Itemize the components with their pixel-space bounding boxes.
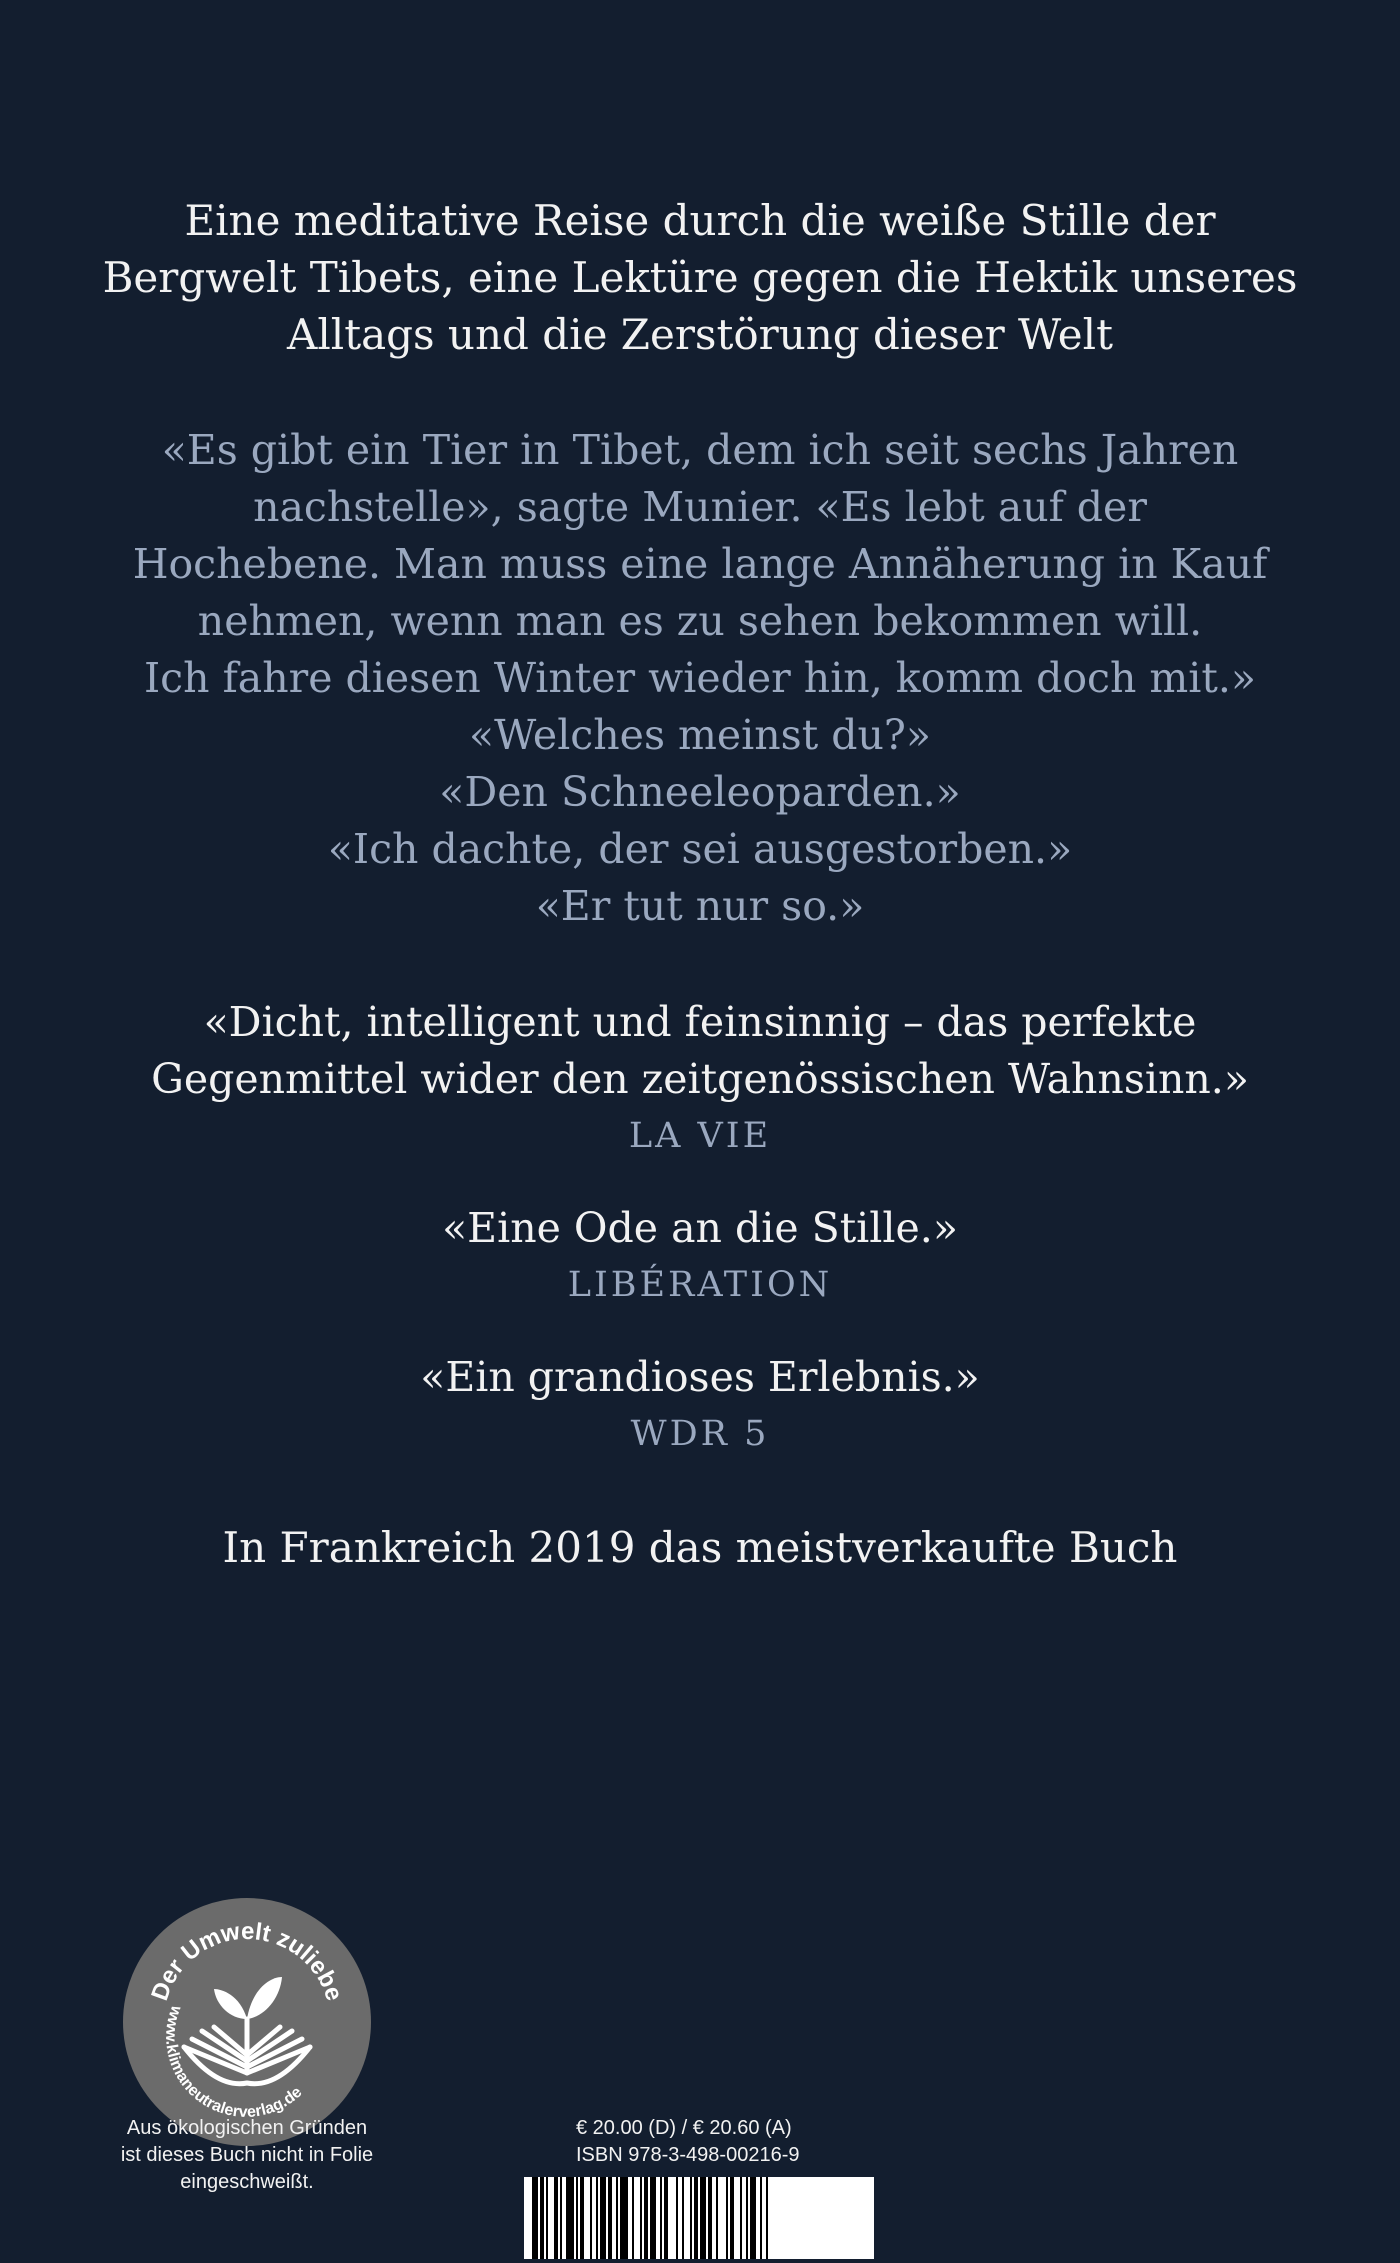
excerpt-line: «Den Schneeleoparden.» [439,768,961,816]
excerpt-line: «Welches meinst du?» [469,711,931,759]
excerpt-line: Ich fahre diesen Winter wieder hin, komm doch mit.» [143,654,1257,702]
barcode-bar [760,2177,762,2259]
barcode-bar [664,2177,668,2259]
seal-arc-side-text: www.klimaneutralerverlag.de [162,2003,306,2121]
barcode-bar [566,2177,574,2259]
barcode-bar [700,2177,706,2259]
barcode-bar [682,2177,684,2259]
barcode-bar [616,2177,618,2259]
barcode-bar [632,2177,634,2259]
tagline-line: Eine meditative Reise durch die weiße Stille der [184,196,1216,245]
barcode-bar [726,2177,728,2259]
barcode-bar [716,2177,718,2259]
review-source: LIBÉRATION [567,1265,833,1305]
barcode-bar [750,2177,756,2259]
isbn: ISBN 978-3-498-00216-9 [576,2144,800,2166]
barcode-bar [766,2177,768,2259]
bestseller-claim: In Frankreich 2019 das meistverkaufte Buch [222,1523,1178,1572]
review-quote: «Eine Ode an die Stille.» [442,1204,958,1252]
excerpt-line: «Es gibt ein Tier in Tibet, dem ich seit sechs Jahren [161,426,1239,474]
review-source: LA VIE [628,1116,772,1156]
review-source: WDR 5 [630,1414,770,1454]
review-quote: Gegenmittel wider den zeitgenössischen Wahnsinn.» [151,1055,1249,1103]
excerpt-line: nachstelle», sagte Munier. «Es lebt auf der [253,483,1147,531]
review-quote: «Dicht, intelligent und feinsinnig – das perfekte [203,998,1197,1046]
barcode-bar [540,2177,544,2259]
barcode-bar [532,2177,538,2259]
excerpt-line: «Er tut nur so.» [535,882,865,930]
barcode-bar [608,2177,612,2259]
barcode-bar [596,2177,598,2259]
barcode-bar [546,2177,548,2259]
barcode-bar [690,2177,692,2259]
barcode-bar [730,2177,734,2259]
barcode-bars [524,2177,874,2259]
eco-seal [122,1897,372,2147]
price-isbn [576,2115,836,2169]
seal-arc-top-text: Der Umwelt zuliebe [146,1917,348,2005]
eco-note-line: eingeschweißt. [180,2171,314,2193]
barcode-bar [560,2177,562,2259]
barcode-bar [694,2177,698,2259]
barcode-bar [620,2177,628,2259]
barcode-bar [644,2177,648,2259]
barcode-bar [676,2177,678,2259]
barcode-bar [660,2177,662,2259]
barcode-bar [650,2177,656,2259]
eco-note-line: Aus ökologischen Gründen [126,2117,368,2139]
tagline-line: Bergwelt Tibets, eine Lektüre gegen die Hektik unseres [102,253,1298,302]
barcode-bar [554,2177,558,2259]
price: € 20.00 (D) / € 20.60 (A) [576,2117,792,2139]
barcode-bar [640,2177,642,2259]
review-quote: «Ein grandioses Erlebnis.» [420,1353,980,1401]
excerpt [100,422,1300,935]
review-wdr5 [100,1349,1300,1463]
tagline-line: Alltags und die Zerstörung dieser Welt [287,310,1113,359]
tagline [100,192,1300,363]
barcode-bar [580,2177,584,2259]
barcode-bar [600,2177,606,2259]
excerpt-line: «Ich dachte, der sei ausgestorben.» [327,825,1073,873]
barcode-bar [576,2177,578,2259]
review-liberation [100,1200,1300,1314]
eco-note [92,2115,402,2196]
eco-note-line: ist dieses Buch nicht in Folie [120,2144,374,2166]
barcode-bar [590,2177,592,2259]
barcode-bar [746,2177,748,2259]
barcode [524,2177,874,2259]
excerpt-line: nehmen, wenn man es zu sehen bekommen will. [197,597,1203,645]
eco-seal-graphic [122,1897,372,2147]
barcode-bar [708,2177,712,2259]
review-la-vie [100,994,1300,1165]
excerpt-line: Hochebene. Man muss eine lange Annäherung in Kauf [132,540,1268,588]
barcode-bar [740,2177,742,2259]
